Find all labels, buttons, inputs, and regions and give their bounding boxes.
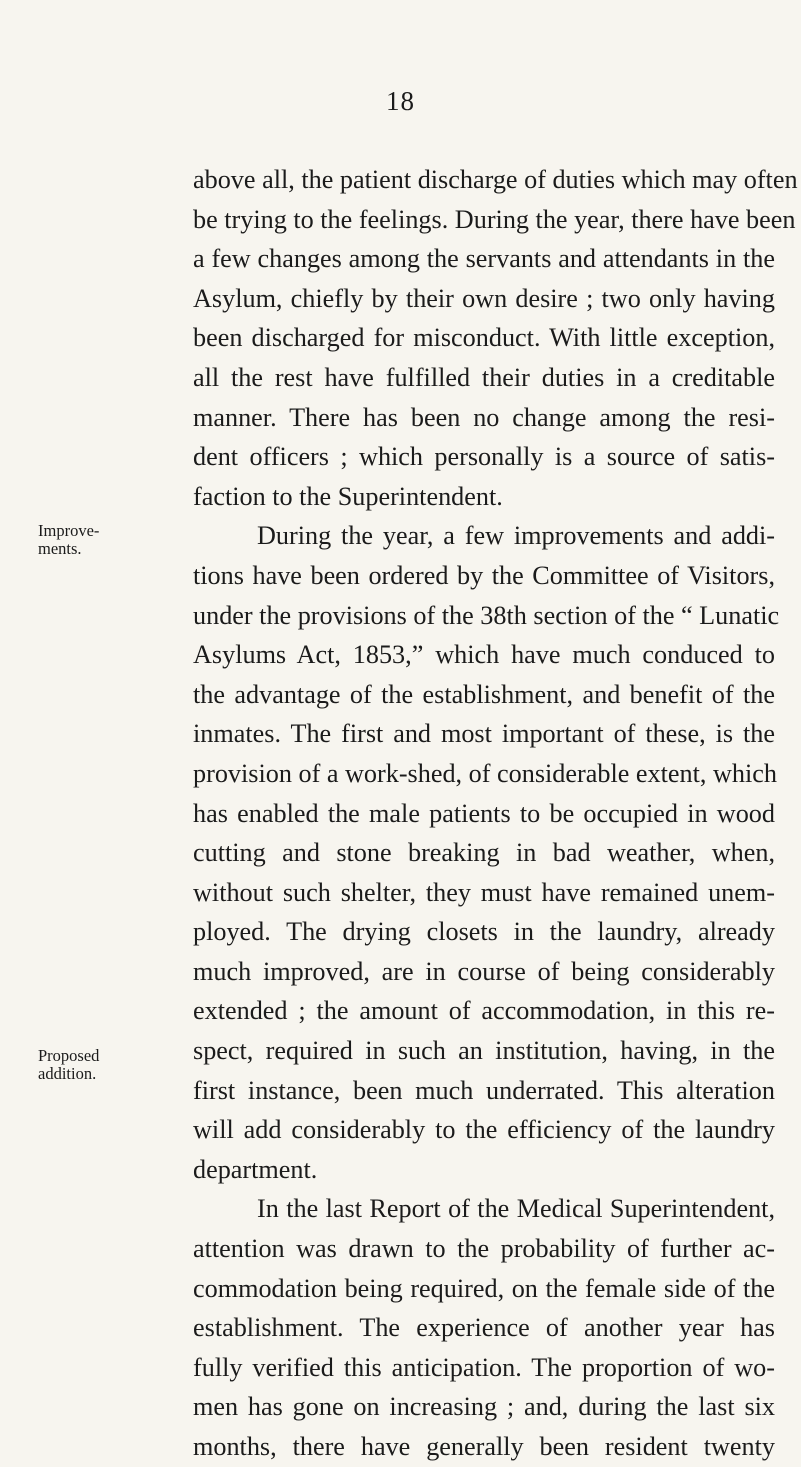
- text-line: men has gone on increasing ; and, during the last six: [193, 1392, 775, 1422]
- text-line: be trying to the feelings. During the year, there have been: [193, 204, 796, 234]
- page-number: 18: [386, 86, 415, 116]
- text-line: provision of a work-shed, of considerable extent, which: [193, 758, 777, 788]
- text-line: all the rest have fulfilled their duties in a creditable: [193, 362, 775, 392]
- text-line: manner. There has been no change among the resi-: [193, 402, 775, 432]
- text-line: establishment. The experience of another year has: [193, 1313, 775, 1343]
- text-line: Asylum, chiefly by their own desire ; two only having: [193, 283, 775, 313]
- text-line: cutting and stone breaking in bad weather, when,: [193, 838, 775, 868]
- text-line: commodation being required, on the female side of the: [193, 1273, 775, 1303]
- text-line: under the provisions of the 38th section of the “ Lunatic: [193, 600, 780, 630]
- text-line: the advantage of the establishment, and benefit of the: [193, 679, 775, 709]
- marginal-note-line: Improve-: [38, 521, 100, 540]
- marginal-note-line: ments.: [38, 539, 82, 558]
- text-line: faction to the Superintendent.: [193, 481, 503, 511]
- marginal-note-improvements: [38, 522, 148, 558]
- text-line: first instance, been much underrated. This alteration: [193, 1075, 775, 1105]
- body-text: [193, 160, 798, 1467]
- text-line: In the last Report of the Medical Superintendent,: [257, 1194, 775, 1224]
- text-line: a few changes among the servants and attendants in the: [193, 244, 775, 274]
- text-line: tions have been ordered by the Committee of Visitors,: [193, 560, 775, 590]
- marginal-note-proposed-addition: [38, 1047, 148, 1083]
- text-line: inmates. The first and most important of these, is the: [193, 719, 775, 749]
- text-line: extended ; the amount of accommodation, in this re-: [193, 996, 775, 1026]
- text-line: spect, required in such an institution, having, in the: [193, 1036, 775, 1066]
- text-line: months, there have generally been resident twenty: [193, 1432, 775, 1461]
- text-line: dent officers ; which personally is a source of satis-: [193, 442, 775, 472]
- marginal-note-line: addition.: [38, 1064, 97, 1083]
- text-line: above all, the patient discharge of duties which may often: [193, 165, 798, 194]
- text-line: During the year, a few improvements and addi-: [257, 521, 775, 551]
- text-line: Asylums Act, 1853,” which have much conduced to: [193, 640, 775, 670]
- text-line: been discharged for misconduct. With little exception,: [193, 323, 775, 353]
- text-line: has enabled the male patients to be occupied in wood: [193, 798, 775, 828]
- text-line: fully verified this anticipation. The proportion of wo-: [193, 1352, 775, 1382]
- text-line: department.: [193, 1154, 318, 1184]
- text-line: without such shelter, they must have remained unem-: [193, 877, 775, 907]
- text-line: ployed. The drying closets in the laundry, already: [193, 917, 775, 947]
- text-line: much improved, are in course of being considerably: [193, 956, 775, 986]
- marginal-note-line: Proposed: [38, 1046, 100, 1065]
- text-line: will add considerably to the efficiency of the laundry: [193, 1115, 775, 1145]
- text-line: attention was drawn to the probability of further ac-: [193, 1234, 775, 1264]
